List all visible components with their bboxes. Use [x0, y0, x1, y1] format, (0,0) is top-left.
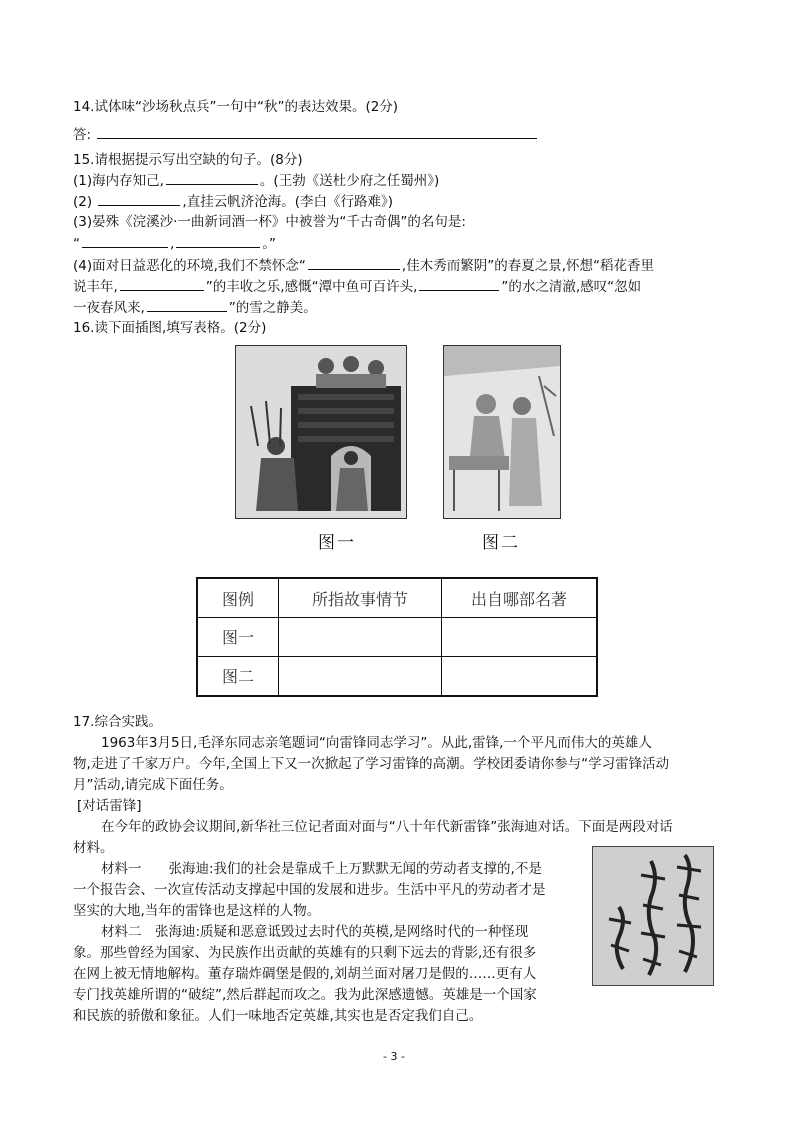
q15-blank-2[interactable] — [98, 191, 180, 206]
calligraphy-brush-strokes — [593, 847, 713, 985]
figure-1-illustration — [235, 345, 407, 519]
q15-question: 15.请根据提示写出空缺的句子。(8分) — [73, 152, 303, 168]
material-1-line-2: 一个报告会、一次宣传活动支撑起中国的发展和进步。生活中平凡的劳动者才是 — [73, 882, 546, 898]
q15-l4-close: 。” — [262, 236, 277, 252]
q17-intro-3: 月”活动,请完成下面任务。 — [73, 777, 233, 793]
table-header-legend: 图例 — [197, 578, 279, 618]
q15-l4-open: “ — [73, 236, 80, 252]
table-row — [197, 618, 597, 657]
q17-intro-1: 1963年3月5日,毛泽东同志亲笔题词“向雷锋同志学习”。从此,雷锋,一个平凡而伟大的英雄人 — [101, 735, 652, 751]
q14-answer-label: 答: — [73, 127, 92, 143]
material-2-line-4: 专门找英雄所谓的“破绽”,然后群起而攻之。我为此深感遗憾。英雄是一个国家 — [73, 987, 537, 1003]
material-2-line-3: 在网上被无情地解构。董存瑞炸碉堡是假的,刘胡兰面对屠刀是假的……更有人 — [73, 966, 537, 982]
q17-section-heading: [对话雷锋] — [77, 798, 142, 814]
q15-l6-a: 说丰年, — [73, 279, 118, 295]
q17-context-1: 在今年的政协会议期间,新华社三位记者面对面与“八十年代新雷锋”张海迪对话。下面是两段对话 — [101, 819, 673, 835]
q15-l1-prefix: (1)海内存知己, — [73, 173, 164, 189]
material-2-line-5: 和民族的骄傲和象征。人们一味地否定英雄,其实也是否定我们自己。 — [73, 1008, 483, 1024]
q15-l1-suffix: 。(王勃《送杜少府之任蜀州》) — [259, 173, 440, 189]
q15-line1 — [73, 170, 439, 191]
figure-2-illustration — [443, 345, 561, 519]
material-2-line-2: 象。那些曾经为国家、为民族作出贡献的英雄有的只剩下远去的背影,还有很多 — [73, 945, 537, 961]
material-1-line-1: 材料一 张海迪:我们的社会是靠成千上万默默无闻的劳动者支撑的,不是 — [101, 861, 542, 877]
table-cell-book-input[interactable] — [442, 618, 598, 657]
q16-question: 16.读下面插图,填写表格。(2分) — [73, 320, 267, 336]
figure-1-caption: 图一 — [318, 533, 356, 553]
page-number: - 3 - — [383, 1050, 405, 1063]
material-1-line-3: 坚实的大地,当年的雷锋也是这样的人物。 — [73, 903, 321, 919]
q15-blank-8[interactable] — [147, 297, 227, 312]
q15-l4-comma: , — [170, 236, 175, 252]
q17-intro-2: 物,走进了千家万户。今年,全国上下又一次掀起了学习雷锋的高潮。学校团委请你参与“学习雷锋活动 — [73, 756, 670, 772]
q15-line6 — [73, 276, 641, 297]
q15-l7-a: 一夜春风来, — [73, 300, 145, 316]
table-row — [197, 656, 597, 696]
q17-context-2: 材料。 — [73, 840, 114, 856]
q15-l2-prefix: (2) — [73, 194, 93, 210]
table-header-row — [197, 578, 597, 618]
material-2-line-1: 材料二 张海迪:质疑和恶意诋毁过去时代的英模,是网络时代的一种怪现 — [101, 924, 529, 940]
q15-blank-5[interactable] — [308, 255, 400, 270]
table-cell-figure: 图一 — [197, 618, 279, 657]
table-header-plot: 所指故事情节 — [279, 578, 442, 618]
q15-blank-4[interactable] — [176, 233, 260, 248]
q14-question: 14.试体味“沙场秋点兵”一句中“秋”的表达效果。(2分) — [73, 99, 399, 115]
q16-answer-table — [196, 577, 598, 697]
figure-2-caption: 图二 — [482, 533, 520, 553]
q15-l6-b: ”的丰收之乐,感慨“潭中鱼可百许头, — [205, 279, 418, 295]
table-cell-plot-input[interactable] — [279, 656, 442, 696]
figure-2-drawing — [444, 346, 560, 518]
q15-blank-6[interactable] — [120, 276, 204, 291]
table-header-book: 出自哪部名著 — [442, 578, 598, 618]
q15-line7 — [73, 297, 317, 318]
q15-line2 — [73, 191, 393, 212]
q14-answer-line — [73, 124, 539, 145]
table-cell-figure: 图二 — [197, 656, 279, 696]
q15-l5-b: ,佳木秀而繁阴”的春夏之景,怀想“稻花香里 — [401, 258, 654, 274]
q15-l2-suffix: ,直挂云帆济沧海。(李白《行路难》) — [182, 194, 393, 210]
figure-1-drawing — [236, 346, 406, 518]
q15-l5-a: (4)面对日益恶化的环境,我们不禁怀念“ — [73, 258, 306, 274]
q15-line4 — [73, 233, 276, 254]
q15-blank-7[interactable] — [419, 276, 499, 291]
q15-l6-c: ”的水之清澈,感叹“忽如 — [501, 279, 642, 295]
table-cell-book-input[interactable] — [442, 656, 598, 696]
q15-blank-1[interactable] — [166, 170, 258, 185]
calligraphy-inscription-image — [592, 846, 714, 986]
q17-title: 17.综合实践。 — [73, 714, 162, 730]
q15-line5 — [73, 255, 654, 276]
table-cell-plot-input[interactable] — [279, 618, 442, 657]
q15-l7-b: ”的雪之静美。 — [228, 300, 317, 316]
q14-answer-blank[interactable] — [97, 124, 537, 139]
q15-line3: (3)晏殊《浣溪沙·一曲新词酒一杯》中被誉为“千古奇偶”的名句是: — [73, 214, 466, 230]
q15-blank-3[interactable] — [82, 233, 168, 248]
